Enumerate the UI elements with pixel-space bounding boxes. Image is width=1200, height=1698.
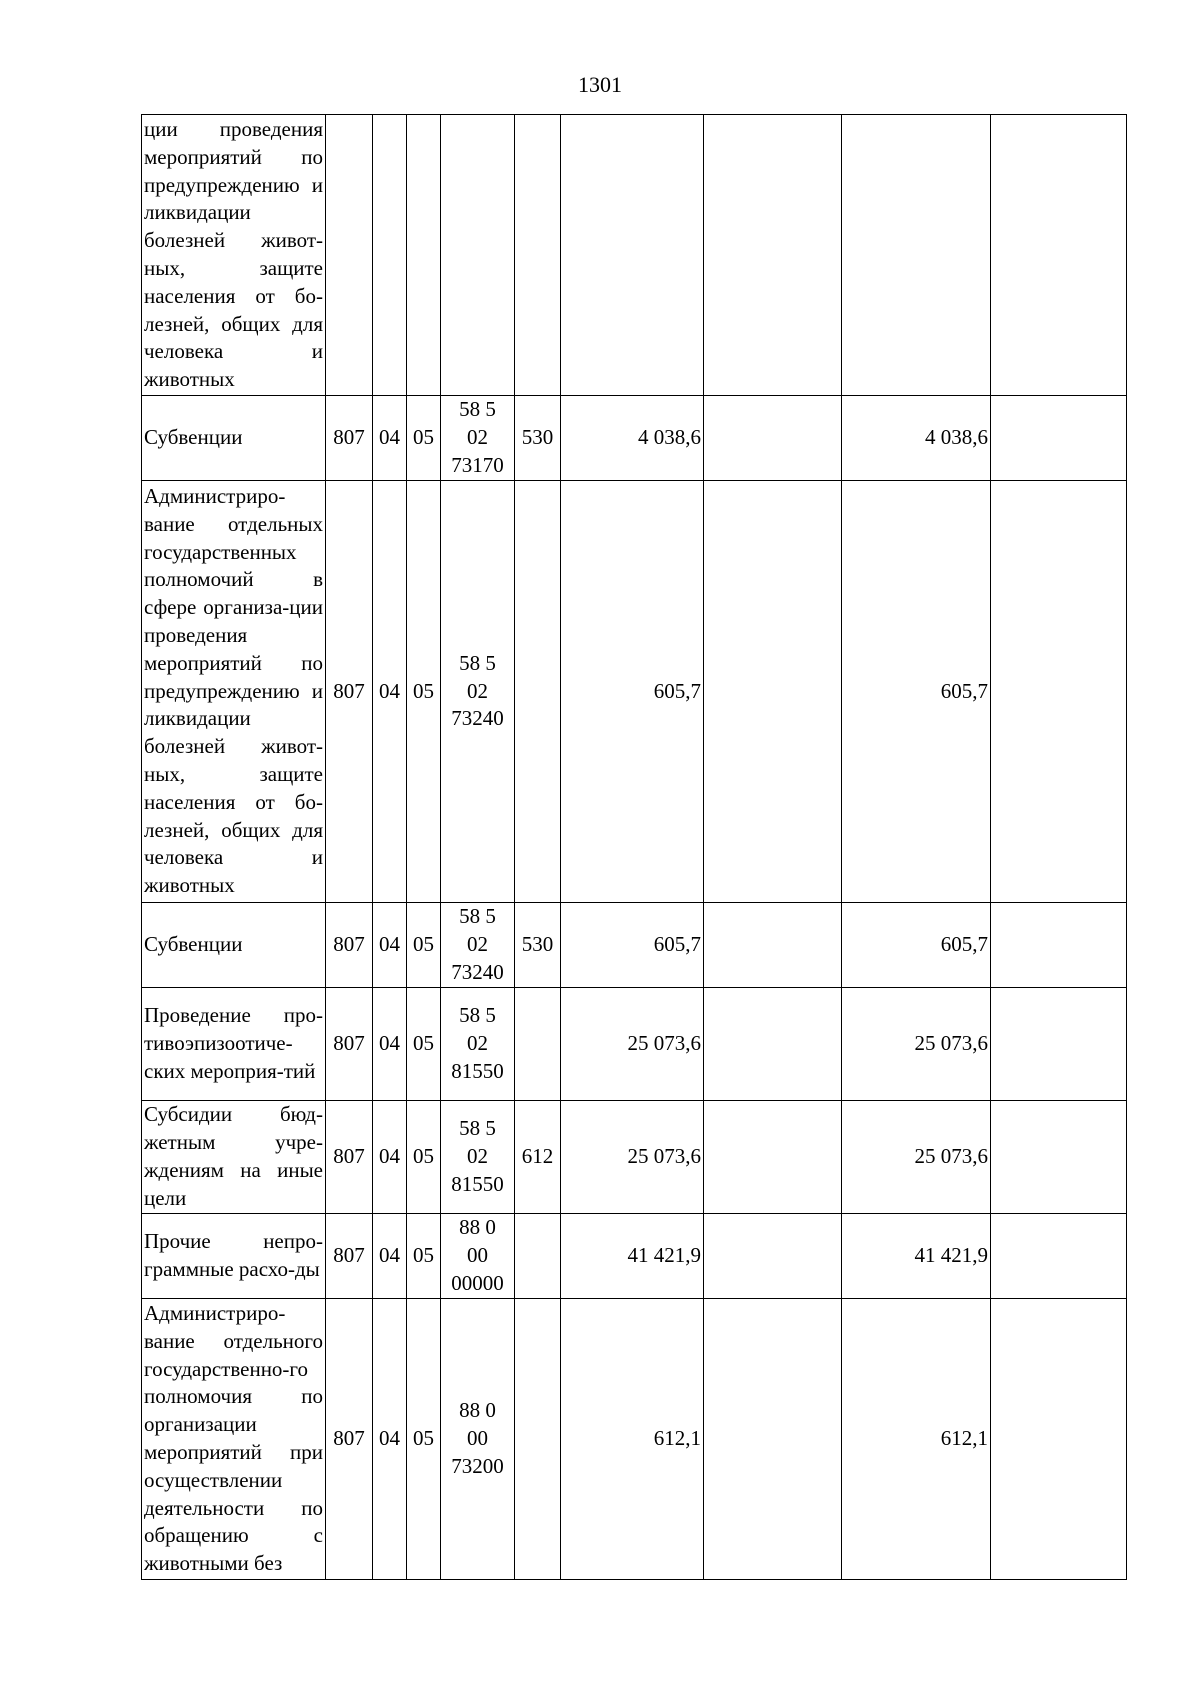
row-amount-3: 605,7 (842, 481, 991, 903)
row-amount-3: 605,7 (842, 903, 991, 988)
row-amount-1: 612,1 (561, 1299, 704, 1580)
row-csr-part: 02 (467, 932, 488, 957)
row-csr-part: 02 (467, 1144, 488, 1169)
row-vr: 530 (515, 903, 561, 988)
row-amount-4 (991, 481, 1127, 903)
row-amount-3: 4 038,6 (842, 396, 991, 481)
row-csr-part: 00 (467, 1426, 488, 1451)
row-rz: 04 (373, 481, 407, 903)
row-amount-4 (991, 115, 1127, 396)
table-row (142, 903, 1127, 988)
row-amount-3: 25 073,6 (842, 1101, 991, 1214)
row-rz (373, 115, 407, 396)
row-rz: 04 (373, 396, 407, 481)
table-body (142, 115, 1127, 1580)
page-number: 1301 (578, 72, 622, 97)
table-row (142, 1101, 1127, 1214)
row-grbs (326, 115, 373, 396)
row-pr: 05 (407, 1214, 441, 1299)
row-amount-1: 41 421,9 (561, 1214, 704, 1299)
row-amount-4 (991, 988, 1127, 1101)
row-amount-3: 41 421,9 (842, 1214, 991, 1299)
row-amount-3: 25 073,6 (842, 988, 991, 1101)
row-name: Субсидии бюд-жетным учре-ждениям на иные цели (142, 1101, 326, 1214)
row-name: Администриро-вание отдельных государственных полномочий в сфере организа-ции проведения мероприятий по предупреждению и ликвидации болезней живот-ных, защите населения от бо-лезней, общих для человека и животных (142, 481, 326, 903)
row-grbs: 807 (326, 988, 373, 1101)
row-amount-4 (991, 396, 1127, 481)
row-csr (441, 1299, 515, 1580)
row-csr (441, 115, 515, 396)
row-grbs: 807 (326, 1101, 373, 1214)
row-amount-4 (991, 1299, 1127, 1580)
row-amount-1: 25 073,6 (561, 1101, 704, 1214)
row-pr (407, 115, 441, 396)
row-rz: 04 (373, 1214, 407, 1299)
budget-table (141, 114, 1127, 1580)
row-vr (515, 1299, 561, 1580)
row-amount-4 (991, 1214, 1127, 1299)
row-amount-4 (991, 1101, 1127, 1214)
row-csr (441, 396, 515, 481)
row-grbs: 807 (326, 396, 373, 481)
table-row (142, 115, 1127, 396)
row-name: Проведение про-тивоэпизоотиче-ских мероприя-тий (142, 988, 326, 1101)
row-name: Субвенции (142, 903, 326, 988)
row-amount-1: 4 038,6 (561, 396, 704, 481)
row-csr-part: 00 (467, 1243, 488, 1268)
row-vr (515, 481, 561, 903)
row-amount-2 (704, 988, 842, 1101)
row-csr-part: 88 0 (459, 1215, 496, 1240)
row-csr (441, 1101, 515, 1214)
row-pr: 05 (407, 988, 441, 1101)
row-amount-2 (704, 903, 842, 988)
row-csr-part: 88 0 (459, 1398, 496, 1423)
row-amount-1 (561, 115, 704, 396)
row-amount-1: 605,7 (561, 903, 704, 988)
row-csr-part: 58 5 (459, 650, 496, 675)
row-rz: 04 (373, 903, 407, 988)
row-grbs: 807 (326, 1299, 373, 1580)
row-csr-part: 02 (467, 678, 488, 703)
row-csr-part: 02 (467, 425, 488, 450)
row-vr (515, 115, 561, 396)
row-pr: 05 (407, 1299, 441, 1580)
row-amount-3: 612,1 (842, 1299, 991, 1580)
row-name: Прочие непро-граммные расхо-ды (142, 1214, 326, 1299)
table-row (142, 988, 1127, 1101)
row-amount-1: 25 073,6 (561, 988, 704, 1101)
row-rz: 04 (373, 988, 407, 1101)
row-vr: 612 (515, 1101, 561, 1214)
row-name: Администриро-вание отдельного государственно-го полномочия по организации мероприятий при осуществлении деятельности по обращению с животными без (142, 1299, 326, 1580)
row-csr-part: 00000 (451, 1270, 504, 1295)
row-csr (441, 1214, 515, 1299)
row-amount-4 (991, 903, 1127, 988)
row-csr-part: 58 5 (459, 397, 496, 422)
row-csr-part: 73240 (451, 959, 504, 984)
row-amount-2 (704, 1214, 842, 1299)
row-amount-2 (704, 1299, 842, 1580)
row-csr (441, 988, 515, 1101)
row-rz: 04 (373, 1299, 407, 1580)
row-amount-2 (704, 115, 842, 396)
table-row (142, 481, 1127, 903)
row-grbs: 807 (326, 903, 373, 988)
row-rz: 04 (373, 1101, 407, 1214)
row-csr-part: 73200 (451, 1453, 504, 1478)
row-csr-part: 81550 (451, 1171, 504, 1196)
row-name: ции проведения мероприятий по предупреждению и ликвидации болезней живот-ных, защите населения от бо-лезней, общих для человека и животных (142, 115, 326, 396)
row-vr (515, 1214, 561, 1299)
row-csr-part: 58 5 (459, 1003, 496, 1028)
row-vr: 530 (515, 396, 561, 481)
table-row (142, 396, 1127, 481)
row-csr (441, 903, 515, 988)
row-vr (515, 988, 561, 1101)
row-csr-part: 81550 (451, 1058, 504, 1083)
table-row (142, 1299, 1127, 1580)
row-csr-part: 02 (467, 1031, 488, 1056)
row-pr: 05 (407, 396, 441, 481)
row-grbs: 807 (326, 1214, 373, 1299)
row-name: Субвенции (142, 396, 326, 481)
row-csr-part: 73170 (451, 452, 504, 477)
row-amount-2 (704, 396, 842, 481)
row-csr (441, 481, 515, 903)
row-pr: 05 (407, 481, 441, 903)
table-row (142, 1214, 1127, 1299)
row-csr-part: 73240 (451, 706, 504, 731)
row-amount-2 (704, 481, 842, 903)
row-amount-2 (704, 1101, 842, 1214)
row-pr: 05 (407, 903, 441, 988)
row-csr-part: 58 5 (459, 1116, 496, 1141)
row-amount-3 (842, 115, 991, 396)
row-csr-part: 58 5 (459, 904, 496, 929)
row-pr: 05 (407, 1101, 441, 1214)
row-amount-1: 605,7 (561, 481, 704, 903)
row-grbs: 807 (326, 481, 373, 903)
